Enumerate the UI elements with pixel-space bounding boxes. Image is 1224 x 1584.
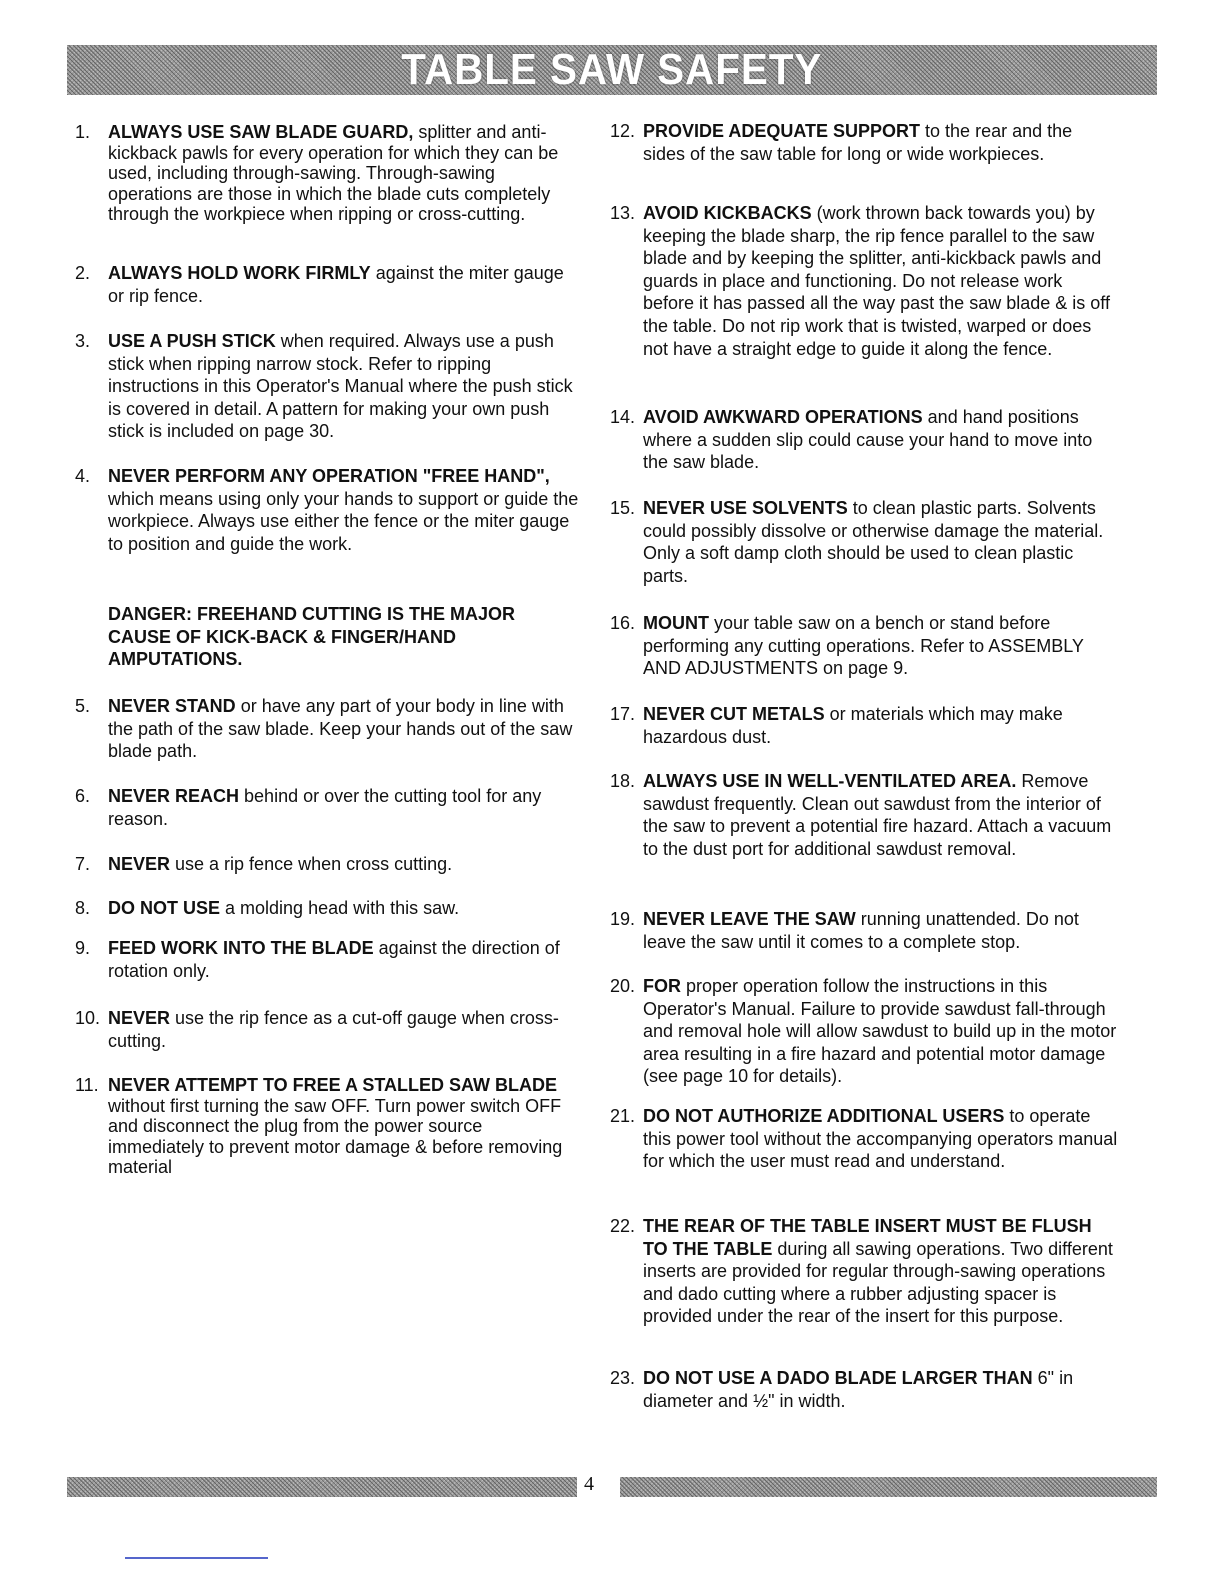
- item-text: [108, 1075, 583, 1178]
- item-body: use a rip fence when cross cutting.: [170, 854, 453, 874]
- item-text: [643, 703, 1118, 748]
- footer-bar-left: [67, 1477, 577, 1497]
- item-heading: DO NOT USE: [108, 898, 221, 918]
- item-text: [108, 853, 583, 876]
- item-heading: NEVER CUT METALS: [643, 704, 825, 724]
- item-number: 6.: [75, 786, 91, 806]
- item-heading: DO NOT USE A DADO BLADE LARGER THAN: [643, 1368, 1033, 1388]
- item-body: (work thrown back towards you) by keeping the blade sharp, the rip fence parallel to the saw blade and by keeping the splitter, anti-kickback pawls and guards in place and functioning. Do not release work before it has passed all the way past the saw blade & is off the table. Do not rip work that is twisted, warped or does not have a straight edge to guide it along the fence.: [643, 203, 1110, 359]
- divider-line: [125, 1557, 268, 1559]
- item-body: splitter and anti-kickback pawls for every operation for which they can be used, including through-sawing. Through-sawing operations are those in which the blade cuts completely through the workpiece when ripping or cross-cutting.: [108, 122, 559, 224]
- item-text: [643, 612, 1118, 680]
- item-heading: THE REAR OF THE TABLE INSERT MUST BE FLUSH TO THE TABLE: [643, 1216, 1092, 1259]
- item-text: [643, 406, 1118, 474]
- item-heading: ALWAYS USE IN WELL-VENTILATED AREA.: [643, 771, 1017, 791]
- item-number: 15.: [610, 498, 636, 518]
- item-number: 19.: [610, 909, 636, 929]
- item-text: [643, 1367, 1118, 1412]
- item-heading: PROVIDE ADEQUATE SUPPORT: [643, 121, 921, 141]
- item-heading: FEED WORK INTO THE BLADE: [108, 938, 374, 958]
- page-title: TABLE SAW SAFETY: [401, 45, 823, 94]
- item-text: [643, 120, 1118, 165]
- item-number: 11.: [75, 1075, 99, 1095]
- item-heading: USE A PUSH STICK: [108, 331, 276, 351]
- item-text: [643, 770, 1118, 860]
- item-heading: ALWAYS HOLD WORK FIRMLY: [108, 263, 371, 283]
- item-body: which means using only your hands to support or guide the workpiece. Always use either the fence or the miter gauge to position and guide the work.: [108, 488, 579, 554]
- item-number: 16.: [610, 613, 636, 633]
- item-body: without first turning the saw OFF. Turn power switch OFF and disconnect the plug from the power source immediately to prevent motor damage & before removing material: [108, 1095, 563, 1177]
- item-heading: AVOID AWKWARD OPERATIONS: [643, 407, 923, 427]
- item-heading: ALWAYS USE SAW BLADE GUARD,: [108, 122, 414, 142]
- item-text: [643, 975, 1118, 1088]
- item-text: [108, 122, 583, 225]
- item-body: or have any part of your body in line with the path of the saw blade. Keep your hands out of the saw blade path.: [108, 696, 573, 762]
- item-text: [643, 1105, 1118, 1173]
- item-body: 6" in diameter and ½" in width.: [643, 1368, 1074, 1411]
- item-body: or materials which may make hazardous dust.: [643, 704, 1063, 747]
- item-heading: NEVER REACH: [108, 786, 240, 806]
- item-number: 21.: [610, 1106, 636, 1126]
- item-body: running unattended. Do not leave the saw until it comes to a complete stop.: [643, 909, 1079, 952]
- item-heading: NEVER ATTEMPT TO FREE A STALLED SAW BLADE: [108, 1075, 558, 1095]
- item-number: 22.: [610, 1216, 636, 1236]
- item-number: 20.: [610, 976, 636, 996]
- item-text: [643, 202, 1118, 360]
- item-number: 4.: [75, 466, 91, 486]
- item-text: [108, 897, 583, 920]
- item-heading: NEVER PERFORM ANY OPERATION "FREE HAND",: [108, 466, 550, 486]
- item-text: [643, 1215, 1118, 1328]
- item-body: to clean plastic parts. Solvents could possibly dissolve or otherwise damage the material. Only a soft damp cloth should be used to clean plastic parts.: [643, 498, 1104, 586]
- item-heading: NEVER STAND: [108, 696, 236, 716]
- danger-warning: DANGER: FREEHAND CUTTING IS THE MAJOR CAUSE OF KICK-BACK & FINGER/HAND AMPUTATIONS.: [108, 604, 516, 670]
- item-heading: NEVER USE SOLVENTS: [643, 498, 848, 518]
- footer-bar-right: [620, 1477, 1157, 1497]
- item-heading: NEVER: [108, 1008, 171, 1028]
- item-body: to operate this power tool without the accompanying operators manual for which the user must read and understand.: [643, 1106, 1118, 1172]
- item-number: 17.: [610, 704, 636, 724]
- item-body: use the rip fence as a cut-off gauge when cross-cutting.: [108, 1008, 559, 1051]
- item-number: 2.: [75, 263, 91, 283]
- item-body: during all sawing operations. Two different inserts are provided for regular through-sawing operations and dado cutting where a rubber adjusting spacer is provided under the rear of the insert for this purpose.: [643, 1238, 1113, 1327]
- item-body: when required. Always use a push stick when ripping narrow stock. Refer to ripping instructions in this Operator's Manual where the push stick is covered in detail. A pattern for making your own push stick is included on page 30.: [108, 331, 573, 442]
- item-number: 13.: [610, 203, 636, 223]
- item-heading: FOR: [643, 976, 681, 996]
- item-text: [108, 330, 583, 443]
- item-text: [108, 465, 583, 555]
- item-number: 18.: [610, 771, 636, 791]
- item-text: [108, 1007, 583, 1052]
- page-number: 4: [584, 1473, 594, 1495]
- item-text: [643, 497, 1118, 587]
- item-text: [108, 262, 583, 307]
- item-body: and hand positions where a sudden slip could cause your hand to move into the saw blade.: [643, 407, 1093, 473]
- item-number: 14.: [610, 407, 636, 427]
- item-body: your table saw on a bench or stand before performing any cutting operations. Refer to ASSEMBLY AND ADJUSTMENTS on page 9.: [643, 613, 1084, 679]
- item-number: 7.: [75, 854, 91, 874]
- page-header-bar: [67, 45, 1157, 95]
- item-body: against the miter gauge or rip fence.: [108, 263, 564, 306]
- item-number: 9.: [75, 938, 91, 958]
- item-body: proper operation follow the instructions in this Operator's Manual. Failure to provide sawdust fall-through and removal hole will allow sawdust to build up in the motor area resulting in a fire hazard and potential motor damage (see page 10 for details).: [643, 976, 1117, 1087]
- item-number: 10.: [75, 1008, 101, 1028]
- item-text: [108, 695, 583, 763]
- item-text: [643, 908, 1118, 953]
- item-text: [108, 785, 583, 830]
- item-heading: DO NOT AUTHORIZE ADDITIONAL USERS: [643, 1106, 1005, 1126]
- item-body: behind or over the cutting tool for any reason.: [108, 786, 542, 829]
- item-text: [108, 937, 583, 982]
- item-body: Remove sawdust frequently. Clean out sawdust from the interior of the saw to prevent a potential fire hazard. Attach a vacuum to the dust port for additional sawdust removal.: [643, 771, 1112, 859]
- item-heading: AVOID KICKBACKS: [643, 203, 812, 223]
- item-body: against the direction of rotation only.: [108, 938, 560, 981]
- item-body: to the rear and the sides of the saw table for long or wide workpieces.: [643, 121, 1073, 164]
- item-number: 8.: [75, 898, 91, 918]
- item-heading: MOUNT: [643, 613, 709, 633]
- item-number: 12.: [610, 121, 636, 141]
- item-number: 3.: [75, 331, 91, 351]
- item-number: 23.: [610, 1368, 636, 1388]
- item-number: 5.: [75, 696, 91, 716]
- item-body: a molding head with this saw.: [220, 898, 460, 918]
- item-heading: NEVER LEAVE THE SAW: [643, 909, 856, 929]
- item-heading: NEVER: [108, 854, 171, 874]
- item-number: 1.: [75, 122, 91, 142]
